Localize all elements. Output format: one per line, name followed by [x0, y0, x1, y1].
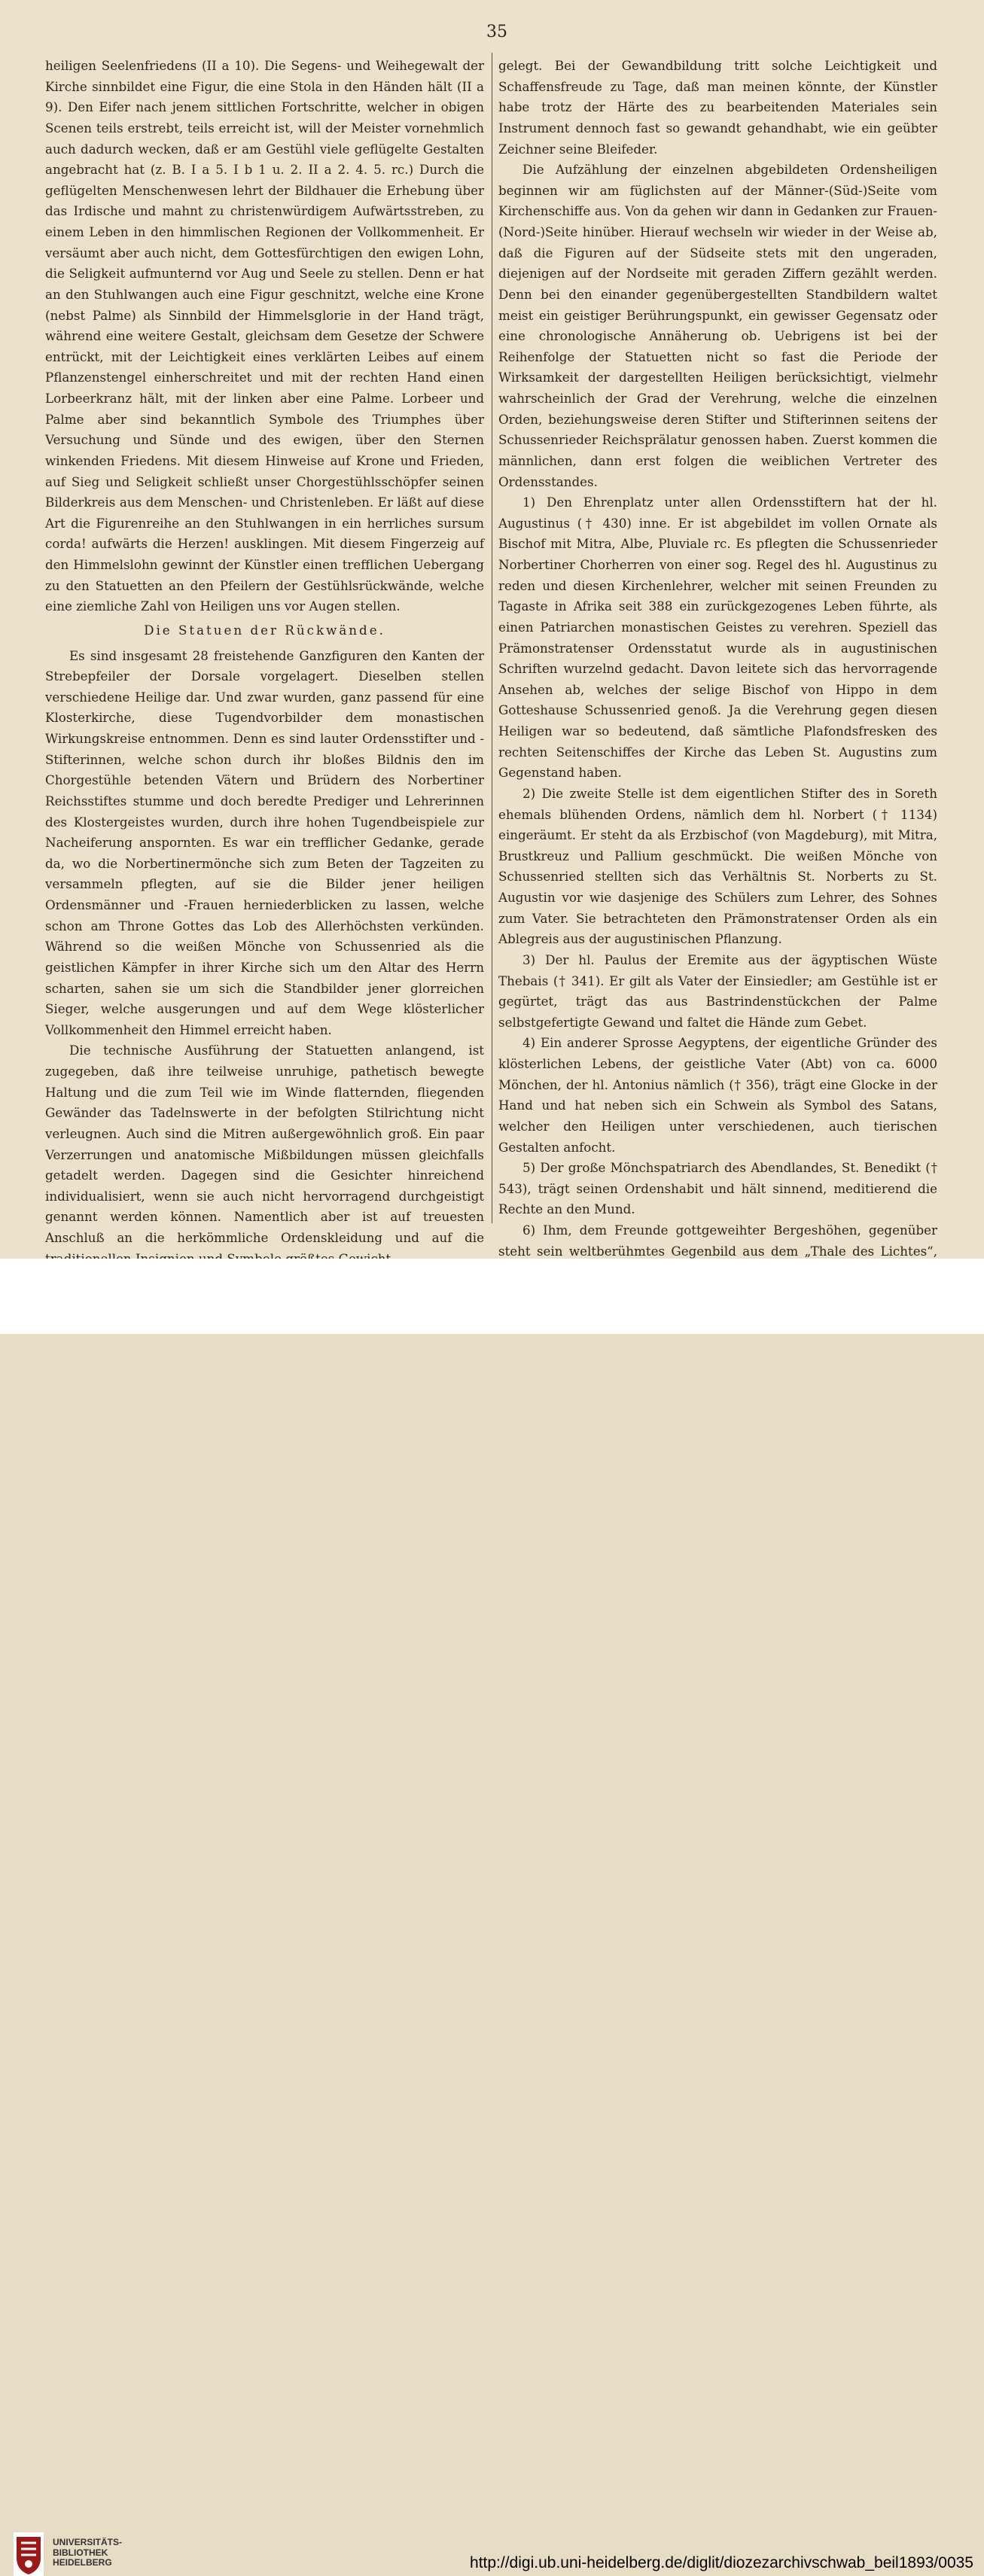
paragraph: Die Aufzählung der einzelnen abgebildeten Ordensheiligen beginnen wir am füglichsten auf der Männer-(Süd-)Seite vom Kirchenschiffe aus. Von da gehen wir dann in Gedanken zur Frauen-(Nord-)Seite hinüber. Hierauf wechseln wir wieder in der Weise ab, daß die Figuren auf der Südseite stets mit den ungeraden, diejenigen auf der Nordseite mit geraden Ziffern gezählt werden. Denn bei den einander gegenübergestellten Standbildern waltet meist ein geistiger Berührungspunkt, ein gewisser Gegensatz oder eine chronologische Annäherung ob. Uebrigens ist bei der Reihenfolge der Statuetten nicht so fast die Periode der Wirksamkeit der dargestellten Heiligen berücksichtigt, vielmehr wahrscheinlich der Grad der Verehrung, welche die einzelnen Orden, beziehungsweise deren Stifter und Stifterinnen seitens der Schussenrieder Reichsprälatur genossen haben. Zuerst kommen die männlichen, dann erst folgen die weiblichen Vertreter des Ordensstandes.: [498, 162, 937, 489]
page-number: 35: [486, 23, 507, 41]
paragraph: gelegt. Bei der Gewandbildung tritt solche Leichtigkeit und Schaffensfreude zu Tage, daß man meinen könnte, der Künstler habe trotz der Härte des zu bearbeitenden Materiales sein Instrument dennoch fast so gewandt gehandhabt, wie ein geübter Zeichner seine Bleifeder.: [498, 58, 937, 157]
paragraph: 4) Ein anderer Sprosse Aegyptens, der eigentliche Gründer des klösterlichen Lebens, der geistliche Vater (Abt) von ca. 6000 Mönchen, der hl. Antonius nämlich († 356), trägt eine Glocke in der Hand und hat neben sich ein Schwein als Symbol des Satans, welcher den Heiligen unter verschiedenen, auch tierischen Gestalten anfocht.: [498, 1035, 937, 1155]
university-seal-icon: [14, 2532, 44, 2576]
paragraph: 6) Ihm, dem Freunde gottgeweihter Bergeshöhen, gegenüber steht sein weltberühmtes Gegenbild aus dem „Thale des Lichtes“,: [498, 1223, 937, 1259]
library-name-line: HEIDELBERG: [53, 2557, 112, 2568]
library-name: [53, 2538, 122, 2568]
section-heading: Die Statuen der Rückwände.: [144, 622, 385, 638]
right-column: [498, 56, 937, 1283]
paragraph: Es sind insgesamt 28 freistehende Ganzfiguren den Kanten der Strebepfeiler der Dorsale vorgelagert. Dieselben stellen verschiedene Heilige dar. Und zwar wurden, ganz passend für eine Klosterkirche, diese Tugendvorbilder dem monastischen Wirkungskreise entnommen. Denn es sind lauter Ordensstifter und -Stifterinnen, welche schon durch ihr bloßes Bildnis den im Chorgestühle betenden Vätern und Brüdern des Norbertiner Reichsstiftes stumme und doch beredte Prediger und Lehrerinnen des Klostergeistes wurden, durch ihre hohen Tugendbeispiele zur Nacheiferung anspornten. Es war ein trefflicher Gedanke, gerade da, wo die Norbertinermönche sich zum Beten der Tagzeiten zu versammeln pflegten, auf sie die Bilder jener heiligen Ordensmänner und -Frauen herniederblicken zu lassen, welche schon am Throne Gottes das Lob des Allerhöchsten verkünden. Während so die weißen Mönche von Schussenried als die geistlichen Kämpfer in ihrer Kirche sich um den Altar des Herrn scharten, sahen sie um sich die Standbilder jener glorreichen Sieger, welche ausgerungen und auf dem Wege klösterlicher Vollkommenheit den Himmel erreicht haben.: [45, 647, 484, 1037]
paragraph: 5) Der große Mönchspatriarch des Abendlandes, St. Benedikt († 543), trägt seinen Ordenshabit und hält sinnend, meditierend die Rechte an den Mund.: [498, 1160, 937, 1217]
library-name-line: BIBLIOTHEK: [53, 2547, 108, 2558]
viewer-footer: [0, 1259, 984, 2571]
scanned-page: [0, 0, 984, 1259]
paragraph: 3) Der hl. Paulus der Eremite aus der ägyptischen Wüste Thebais († 341). Er gilt als Vater der Einsiedler; am Gestühle ist er gegürtet, trägt das aus Bastrindenstückchen der Palme selbstgefertigte Gewand und faltet die Hände zum Gebet.: [498, 952, 937, 1030]
paragraph: 2) Die zweite Stelle ist dem eigentlichen Stifter des in Soreth ehemals blühenden Ordens, nämlich dem hl. Norbert († 1134) eingeräumt. Er steht da als Erzbischof (von Magdeburg), mit Mitra, Brustkreuz und Pallium geschmückt. Die weißen Mönche von Schussenried stellten sich das Verhältnis St. Norberts zu St. Augustin vor wie dasjenige des Schülers zum Lehrer, des Sohnes zum Vater. Sie betrachteten den Prämonstratenser Orden als ein Ablegreis aus der augustinischen Pflanzung.: [498, 785, 937, 947]
library-name-line: UNIVERSITÄTS-: [53, 2537, 123, 2547]
paragraph: Die technische Ausführung der Statuetten anlangend, ist zugegeben, daß ihre teilweise unruhige, pathetisch bewegte Haltung und die zum Teil wie im Winde flatternden, fliegenden Gewänder das Tadelnswerte in der befolgten Stilrichtung nicht verleugnen. Auch sind die Mitren außergewöhnlich groß. Ein paar Verzerrungen und anatomische Mißbildungen müssen gleichfalls getadelt werden. Dagegen sind die Gesichter hinreichend individualisiert, wenn sie auch nicht hervorragend durchgeistigt genannt werden können. Namentlich aber ist auf treuesten Anschluß an die herkömmliche Ordenskleidung und auf die: [45, 1043, 484, 1245]
left-column: [45, 56, 484, 1269]
paragraph: heiligen Seelenfriedens (II a 10). Die Segens- und Weihegewalt der Kirche sinnbildet eine Figur, die eine Stola in den Händen hält (II a 9). Den Eifer nach jenem sittlichen Fortschritte, welcher in obigen Scenen teils erstrebt, teils erreicht ist, will der Meister vornehmlich auch dadurch wecken, daß er am Gestühl viele geflügelte Gestalten angebracht hat (z. B. I a 5. I b 1 u. 2. II a 2. 4. 5. rc.) Durch die geflügelten Menschenwesen lehrt der Bildhauer die Erhebung über das Irdische und mahnt zu christenwürdigem Aufwärtsstreben, zu einem Leben in den himmlischen Regionen der Vollkommenheit. Er versäumt aber auch nicht, dem Gottesfürchtigen den ewigen Lohn, die Seligkeit aufmunternd vor Aug und Seele zu stellen. Denn er hat an den Stuhlwangen auch eine Figur geschnitzt, welche eine Krone (nebst Palme) als Sinnbild der Himmelsglorie in der Hand trägt, während eine weitere Gestalt, gleichsam dem Gesetze der Schwere entrückt, mit der Leichtigkeit eines verklärten Leibes auf einem Pflanzenstengel einherschreitet und mit der rechten Hand einen Lorbeerkranz hält, mit der linken aber eine Palme. Lorbeer und Palme aber sind bekanntlich Symbole des Triumphes über Versuchung und Sünde und des ewigen, über den Sternen winkenden Friedens. Mit diesem Hinweise auf Krone und Frieden, auf Sieg und Seligkeit schließt unser Chorgestühlsschöpfer seinen Bilderkreis aus dem Menschen- und Christenleben. Er läßt auf diese Art die Figurenreihe an den Stuhlwangen in ein herrliches sursum corda! aufwärts die Herzen! ausklingen. Mit diesem Fingerzeig auf den Himmelslohn gewinnt der Künstler einen trefflichen Uebergang zu den Statuetten an den Pfeilern der Gestühlsrückwände, welche eine ziemliche Zahl von Heiligen uns vor Augen stellen.: [45, 58, 484, 614]
document-url-link[interactable]: http://digi.ub.uni-heidelberg.de/diglit/diozezarchivschwab_beil1893/0035: [470, 2554, 973, 2571]
paragraph: 1) Den Ehrenplatz unter allen Ordensstiftern hat der hl. Augustinus († 430) inne. Er ist abgebildet im vollen Ornate als Bischof mit Mitra, Albe, Pluviale rc. Es pflegten die Schussenrieder Norbertiner Chorherren von einer sog. Regel des hl. Augustinus zu reden und diesen Kirchenlehrer, welcher mit seinen Freunden zu Tagaste in Afrika seit 388 ein zurückgezogenes Leben führte, als einen Patriarchen monastischen Geistes zu verehren. Speziell das Prämonstratenser Ordensstatut wurde als in augustinischen Schriften wurzelnd gedacht. Davon leitete sich das hervorragende Ansehen ab, welches der selige Bischof von Hippo in dem Gotteshause Schussenried genoß. Ja die Verehrung gegen diesen Heiligen war so bedeutend, daß sämtliche Plafondsfresken des rechten Seitenschiffes der Kirche das Leben St. Augustins zum Gegenstand haben.: [498, 495, 937, 781]
